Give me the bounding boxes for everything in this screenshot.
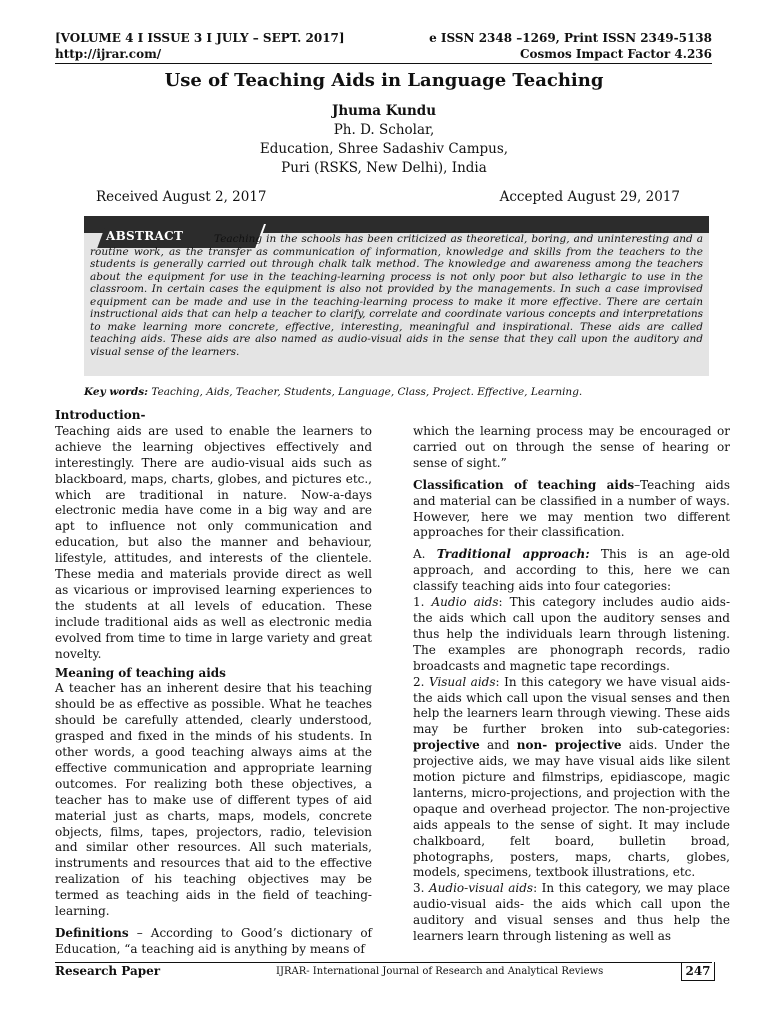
traditional-prefix: A. <box>413 547 437 562</box>
classification-paragraph <box>413 478 730 542</box>
meaning-heading: Meaning of teaching aids <box>55 665 226 680</box>
author-name: Jhuma Kundu <box>331 103 437 119</box>
footer-journal-name: IJRAR- International Journal of Research and Analytical Reviews <box>276 966 604 977</box>
received-date: Received August 2, 2017 <box>96 189 267 205</box>
non-projective-term: non- projective <box>516 738 622 753</box>
visual-aids-text: : In this category we have visual aids- the aids which call upon the visual senses and then help the learners learn through viewing. These aids may be further broken into sub-categories: <box>413 674 730 737</box>
audio-visual-paragraph <box>413 881 730 945</box>
intro-paragraph: Teaching aids are used to enable the learners to achieve the learning objectives effectively and interestingly. There are audio-visual aids such as blackboard, maps, charts, globes, and pictures etc., which are traditional in nature. Now-a-days electronic media have come in a big way and are apt to influence not only communication and education, but also the manner and behaviour, lifestyle, attitudes, and interests of the clientele. These media and materials provide direct as well as vicarious or improvised learning experiences to the students at all levels of education. These include traditional aids as well as electronic media evolved from time to time in large variety and great novelty. <box>55 423 372 661</box>
meaning-paragraph: A teacher has an inherent desire that his teaching should be as effective as possible. What he teaches should be carefully attended, clearly understood, grasped and fixed in the minds of his students. In other words, a good teaching always aims at the effective communication and appropriate learning outcomes. For realizing both these objectives, a teacher has to make use of different types of aid material just as charts, maps, models, concrete objects, films, tapes, projectors, radio, television and similar other resources. All such materials, instruments and resources that aid to the effective realization of his teaching objectives may be termed as teaching aids in the field of teaching-learning. <box>55 681 372 919</box>
volume-info: [VOLUME 4 I ISSUE 3 I JULY – SEPT. 2017] <box>55 31 345 45</box>
definitions-text: – According to Good’s dictionary of Education, “a teaching aid is anything by means of <box>55 926 372 956</box>
abstract-text: Teaching in the schools has been criticized as theoretical, boring, and uninteresting and a routine work, as the transfer as communication of information, knowledge and skills from the teachers to the students is generally carried out through chalk talk method. The knowledge and awareness among the teachers about the equipment for use in the teaching-learning process is not only poor but also lethargic to use in the classroom. In certain cases the equipment is also not provided by the managements. In such a case improvised equipment can be made and use in the teaching-learning process to make it more effective. There are certain instructional aids that can help a teacher to clarify, correlate and coordinate various concepts and interpretations to make learning more concrete, effective, interesting, meaningful and inspirational. These aids are called teaching aids. These aids are also named as audio-visual aids in the sense that they call upon the auditory and visual sense of the learners. <box>90 233 703 358</box>
keywords <box>84 386 582 398</box>
definitions-heading: Definitions <box>55 926 129 940</box>
header-divider <box>55 63 712 64</box>
audio-aids-number: 1. <box>413 595 432 610</box>
audio-aids-label: Audio aids <box>431 595 499 610</box>
audio-aids-text: : This category includes audio aids- the aids which call upon the auditory senses and thus help the individuals learn through listening. The examples are phonograph records, radio broadcasts and magnetic tape recordings. <box>413 595 731 673</box>
traditional-heading: Traditional approach: <box>436 547 590 562</box>
paper-title: Use of Teaching Aids in Language Teaching <box>164 70 604 91</box>
visual-aids-number: 2. <box>413 674 429 689</box>
journal-header-left <box>55 30 345 62</box>
visual-aids-paragraph <box>413 675 730 882</box>
column-right <box>413 424 730 945</box>
definitions-paragraph <box>55 926 372 958</box>
author-role: Ph. D. Scholar, <box>333 122 435 138</box>
abstract-label: ABSTRACT <box>106 229 184 243</box>
author-block <box>0 102 768 178</box>
author-place: Puri (RSKS, New Delhi), India <box>281 160 487 176</box>
audio-visual-label: Audio-visual aids <box>429 881 534 896</box>
definition-continued: which the learning process may be encouraged or carried out on through the sense of hearing or sense of sight.” <box>413 424 730 470</box>
audio-visual-number: 3. <box>413 881 429 896</box>
column-left <box>55 408 372 958</box>
accepted-date: Accepted August 29, 2017 <box>499 189 680 205</box>
visual-aids-label: Visual aids <box>428 674 496 689</box>
keywords-text: Teaching, Aids, Teacher, Students, Language, Class, Project. Effective, Learning. <box>148 386 583 398</box>
issn-info: e ISSN 2348 –1269, Print ISSN 2349-5138 <box>429 31 712 45</box>
page-number: 247 <box>681 962 715 981</box>
classification-text: –Teaching aids and material can be classified in a number of ways. However, here we may mention two different approaches for their classification. <box>413 477 731 540</box>
intro-heading: Introduction- <box>55 408 146 422</box>
journal-url[interactable]: http://ijrar.com/ <box>55 47 162 61</box>
projective-term: projective <box>413 738 480 753</box>
keywords-label: Key words: <box>84 386 149 398</box>
journal-header-right <box>429 30 712 62</box>
footer-divider <box>55 962 712 963</box>
author-dept: Education, Shree Sadashiv Campus, <box>259 141 509 157</box>
impact-factor: Cosmos Impact Factor 4.236 <box>519 47 712 61</box>
and-text: and <box>479 738 517 753</box>
footer-paper-type: Research Paper <box>55 964 161 978</box>
visual-aids-text-2: aids. Under the projective aids, we may have visual aids like silent motion picture and filmstrips, epidiascope, magic lanterns, micro-projections, and projection with the opaque and overhead projector. The non-projective aids appeals to the sense of sight. It may include chalkboard, felt board, bulletin broad, photographs, posters, maps, charts, globes, models, specimens, textbook illustrations, etc. <box>413 738 730 880</box>
traditional-text: This is an age-old approach, and according to this, here we can classify teaching aids into four categories: <box>413 547 730 594</box>
audio-aids-paragraph <box>413 595 730 675</box>
audio-visual-text: : In this category, we may place audio-visual aids- the aids which call upon the auditory and visual senses and thus help the learners learn through listening as well as <box>413 881 730 944</box>
classification-heading: Classification of teaching aids <box>413 477 635 492</box>
traditional-paragraph <box>413 547 730 595</box>
abstract-box <box>84 216 709 376</box>
